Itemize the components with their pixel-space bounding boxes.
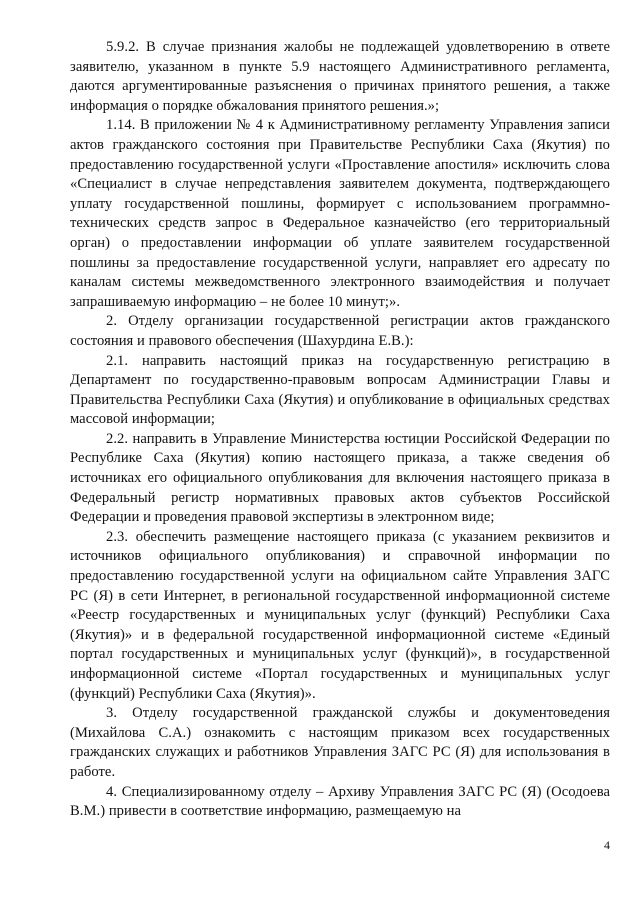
paragraph-2: 2. Отделу организации государственной регистрации актов гражданского состояния и правового обеспечения (Шахурдина Е.В.): <box>70 313 610 349</box>
paragraph-2-3: 2.3. обеспечить размещение настоящего приказа (с указанием реквизитов и источников официального опубликования) и справочной информации по предоставлению государственной услуги на официальном сайте Управления ЗАГС РС (Я) в сети Интернет, в региональной государственной информационной системе «Реестр государственных и муниципальных услуг (функций) Республики Саха (Якутия)» и в федеральной государственной информационной системе «Единый портал государственных и муниципальных услуг (функций)», в государственной информационной системе «Портал государственных и муниципальных услуг (функций) Республики Саха (Якутия)». <box>70 528 610 702</box>
paragraph-5-9-2: 5.9.2. В случае признания жалобы не подлежащей удовлетворению в ответе заявителю, указанном в пункте 5.9 настоящего Административного регламента, даются аргументированные разъяснения о причинах принятого решения, а также информация о порядке обжалования принятого решения.»; <box>70 39 610 114</box>
paragraph-4: 4. Специализированному отделу – Архиву Управления ЗАГС РС (Я) (Осодоева В.М.) привести в соответствие информацию, размещаемую на <box>70 783 610 820</box>
document-body <box>70 38 610 822</box>
paragraph-1-14: 1.14. В приложении № 4 к Административному регламенту Управления записи актов гражданского состояния при Правительстве Республики Саха (Якутия) по предоставлению государственной услуги «Проставление апостиля» исключить слова «Специалист в случае непредставления заявителем документа, подтверждающего уплату государственной пошлины, формирует с использованием программно-технических средств запрос в Федеральное казначейство (его территориальный орган) о предоставлении информации об уплате заявителем государственной пошлины за предоставление государственной услуги, направляет его адресату по каналам системы межведомственного электронного взаимодействия и получает запрашиваемую информацию – не более 10 минут;». <box>70 117 610 310</box>
paragraph-3: 3. Отделу государственной гражданской службы и документоведения (Михайлова С.А.) ознакомить с настоящим приказом всех государственных гражданских служащих и работников Управления ЗАГС РС (Я) для использования в работе. <box>70 705 610 780</box>
paragraph-2-2: 2.2. направить в Управление Министерства юстиции Российской Федерации по Республике Саха (Якутия) копию настоящего приказа, а также сведения об источниках его официального опубликования для включения настоящего приказа в Федеральный регистр нормативных правовых актов субъектов Российской Федерации и проведения правовой экспертизы в электронном виде; <box>70 430 610 526</box>
paragraph-2-1: 2.1. направить настоящий приказ на государственную регистрацию в Департамент по государственно-правовым вопросам Администрации Главы и Правительства Республики Саха (Якутия) и опубликование в официальных средствах массовой информации; <box>70 352 610 428</box>
page-number: 4 <box>604 838 610 852</box>
